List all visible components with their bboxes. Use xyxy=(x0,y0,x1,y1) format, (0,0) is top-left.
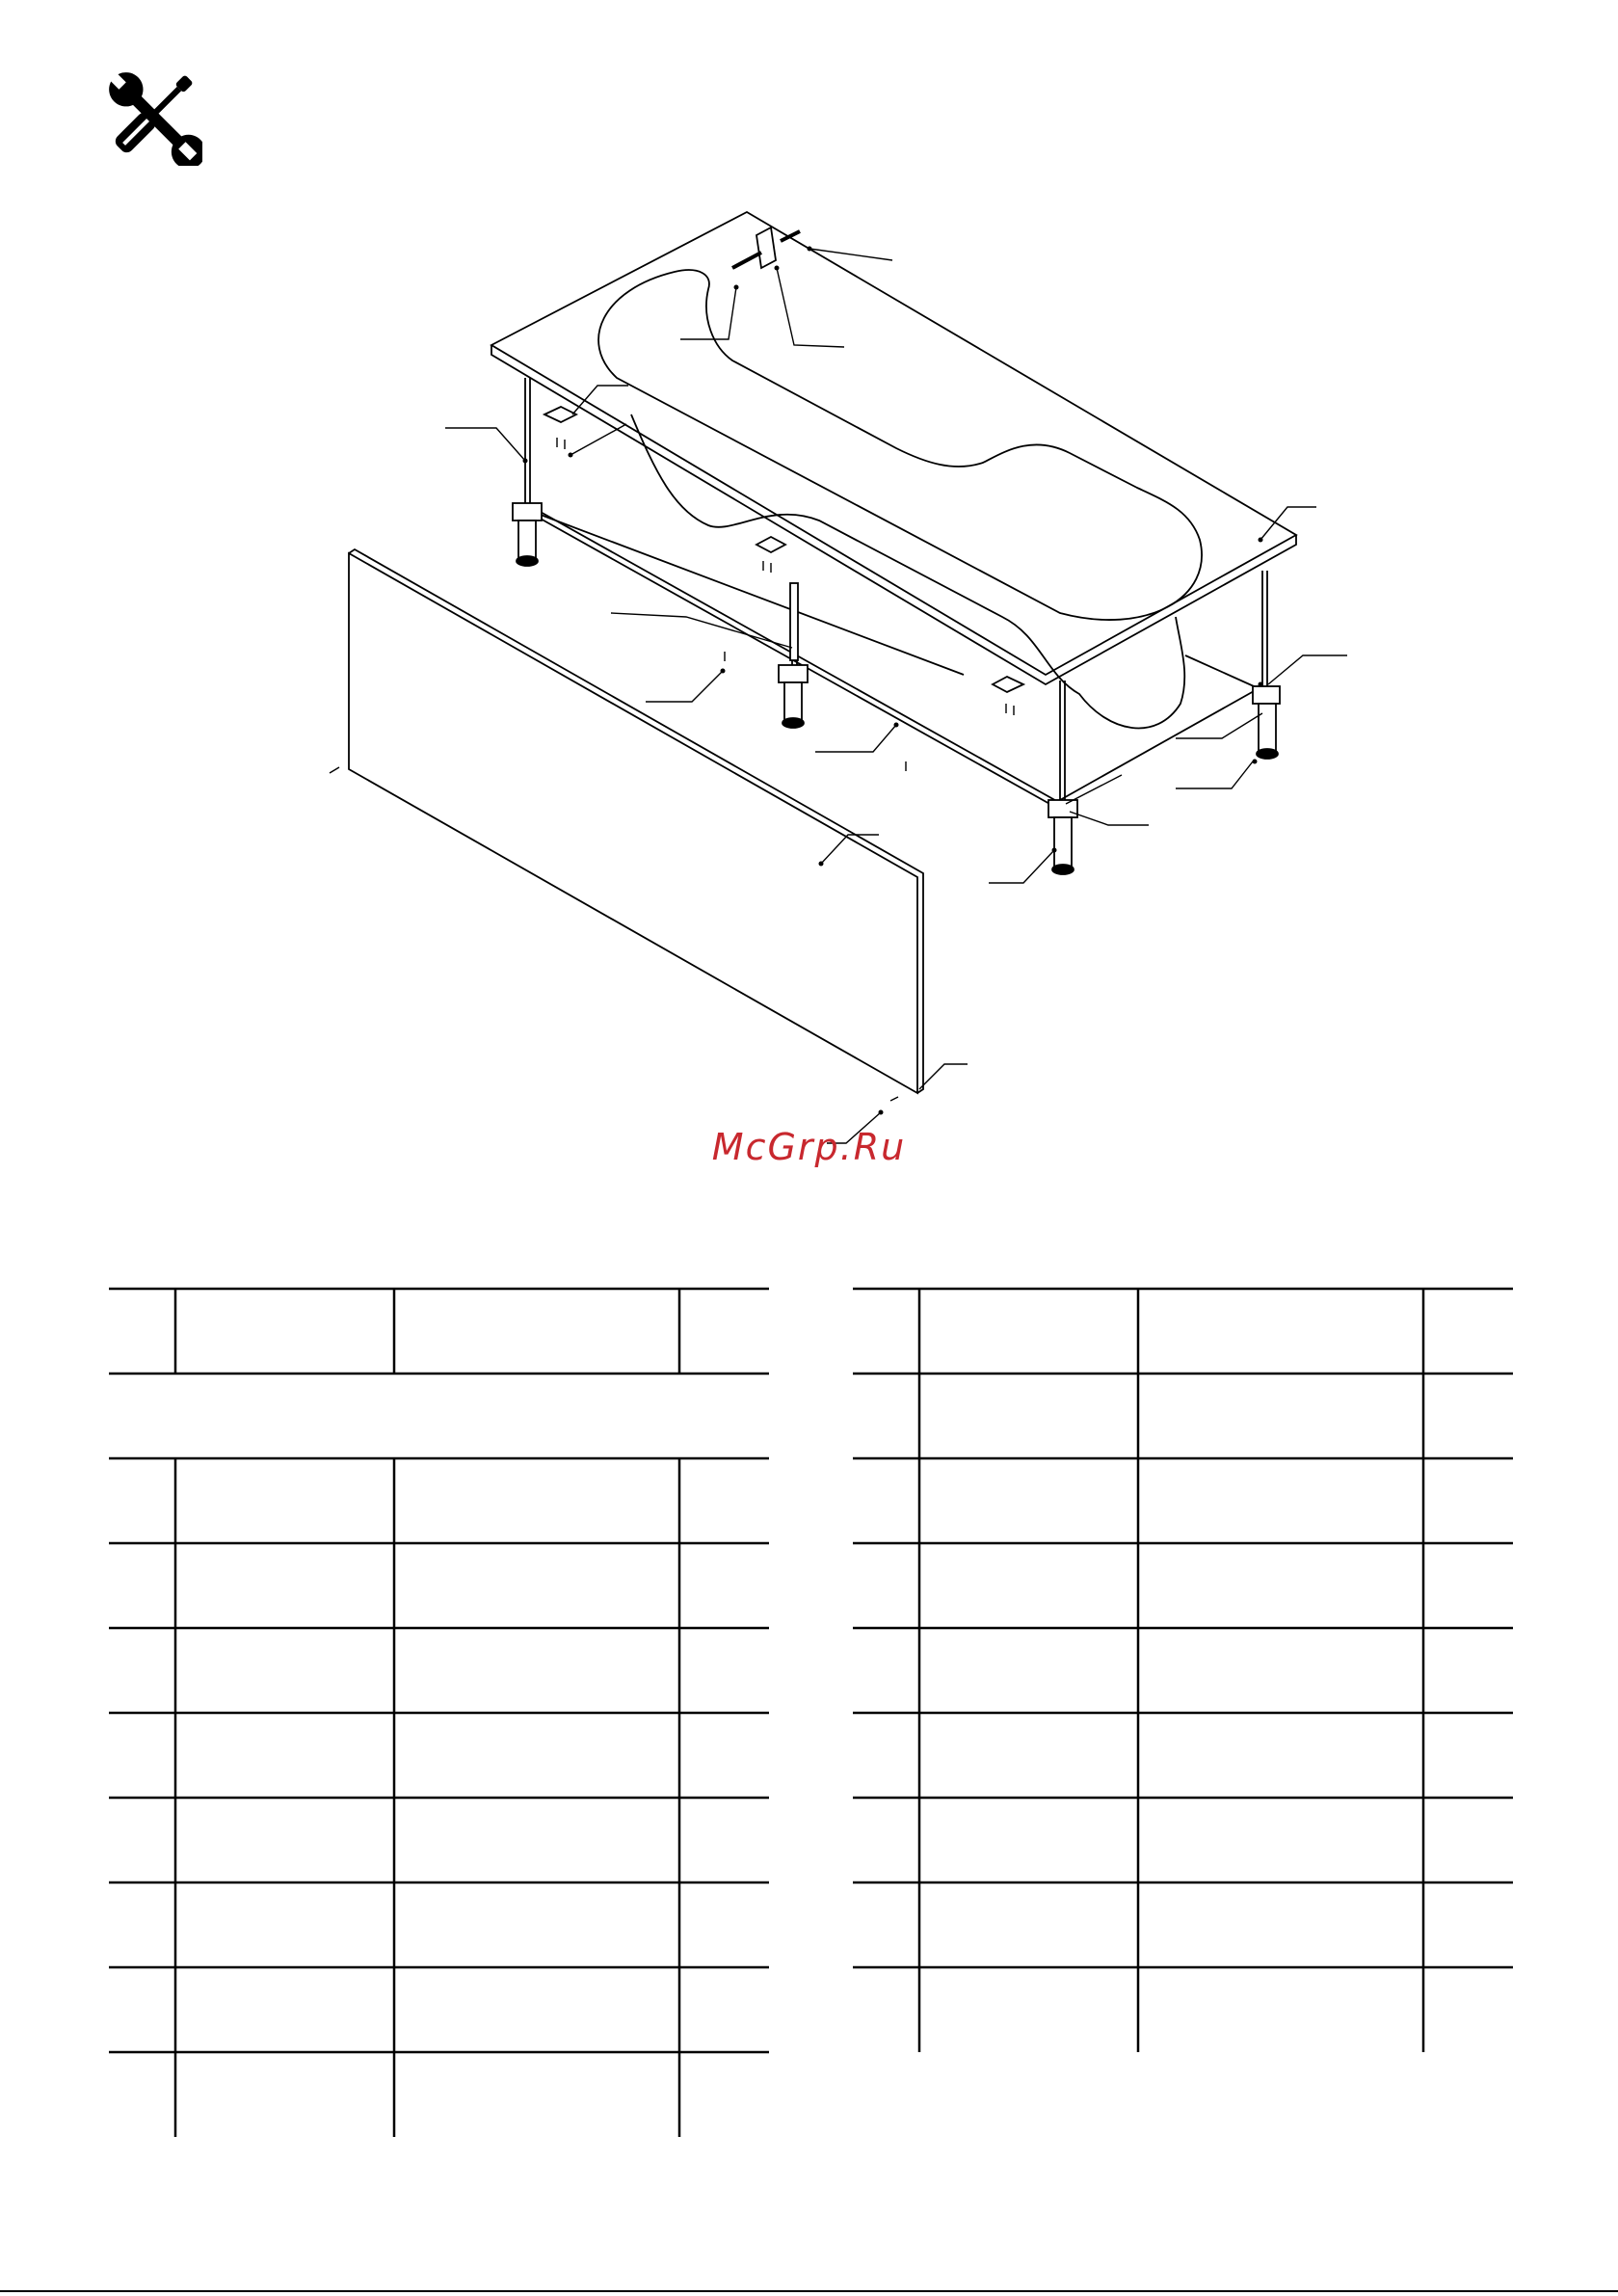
parts-table-right xyxy=(853,1289,1513,2052)
watermark: McGrp.Ru xyxy=(711,1126,907,1168)
bottom-rule xyxy=(0,2290,1618,2292)
parts-table-left xyxy=(109,1289,769,2137)
